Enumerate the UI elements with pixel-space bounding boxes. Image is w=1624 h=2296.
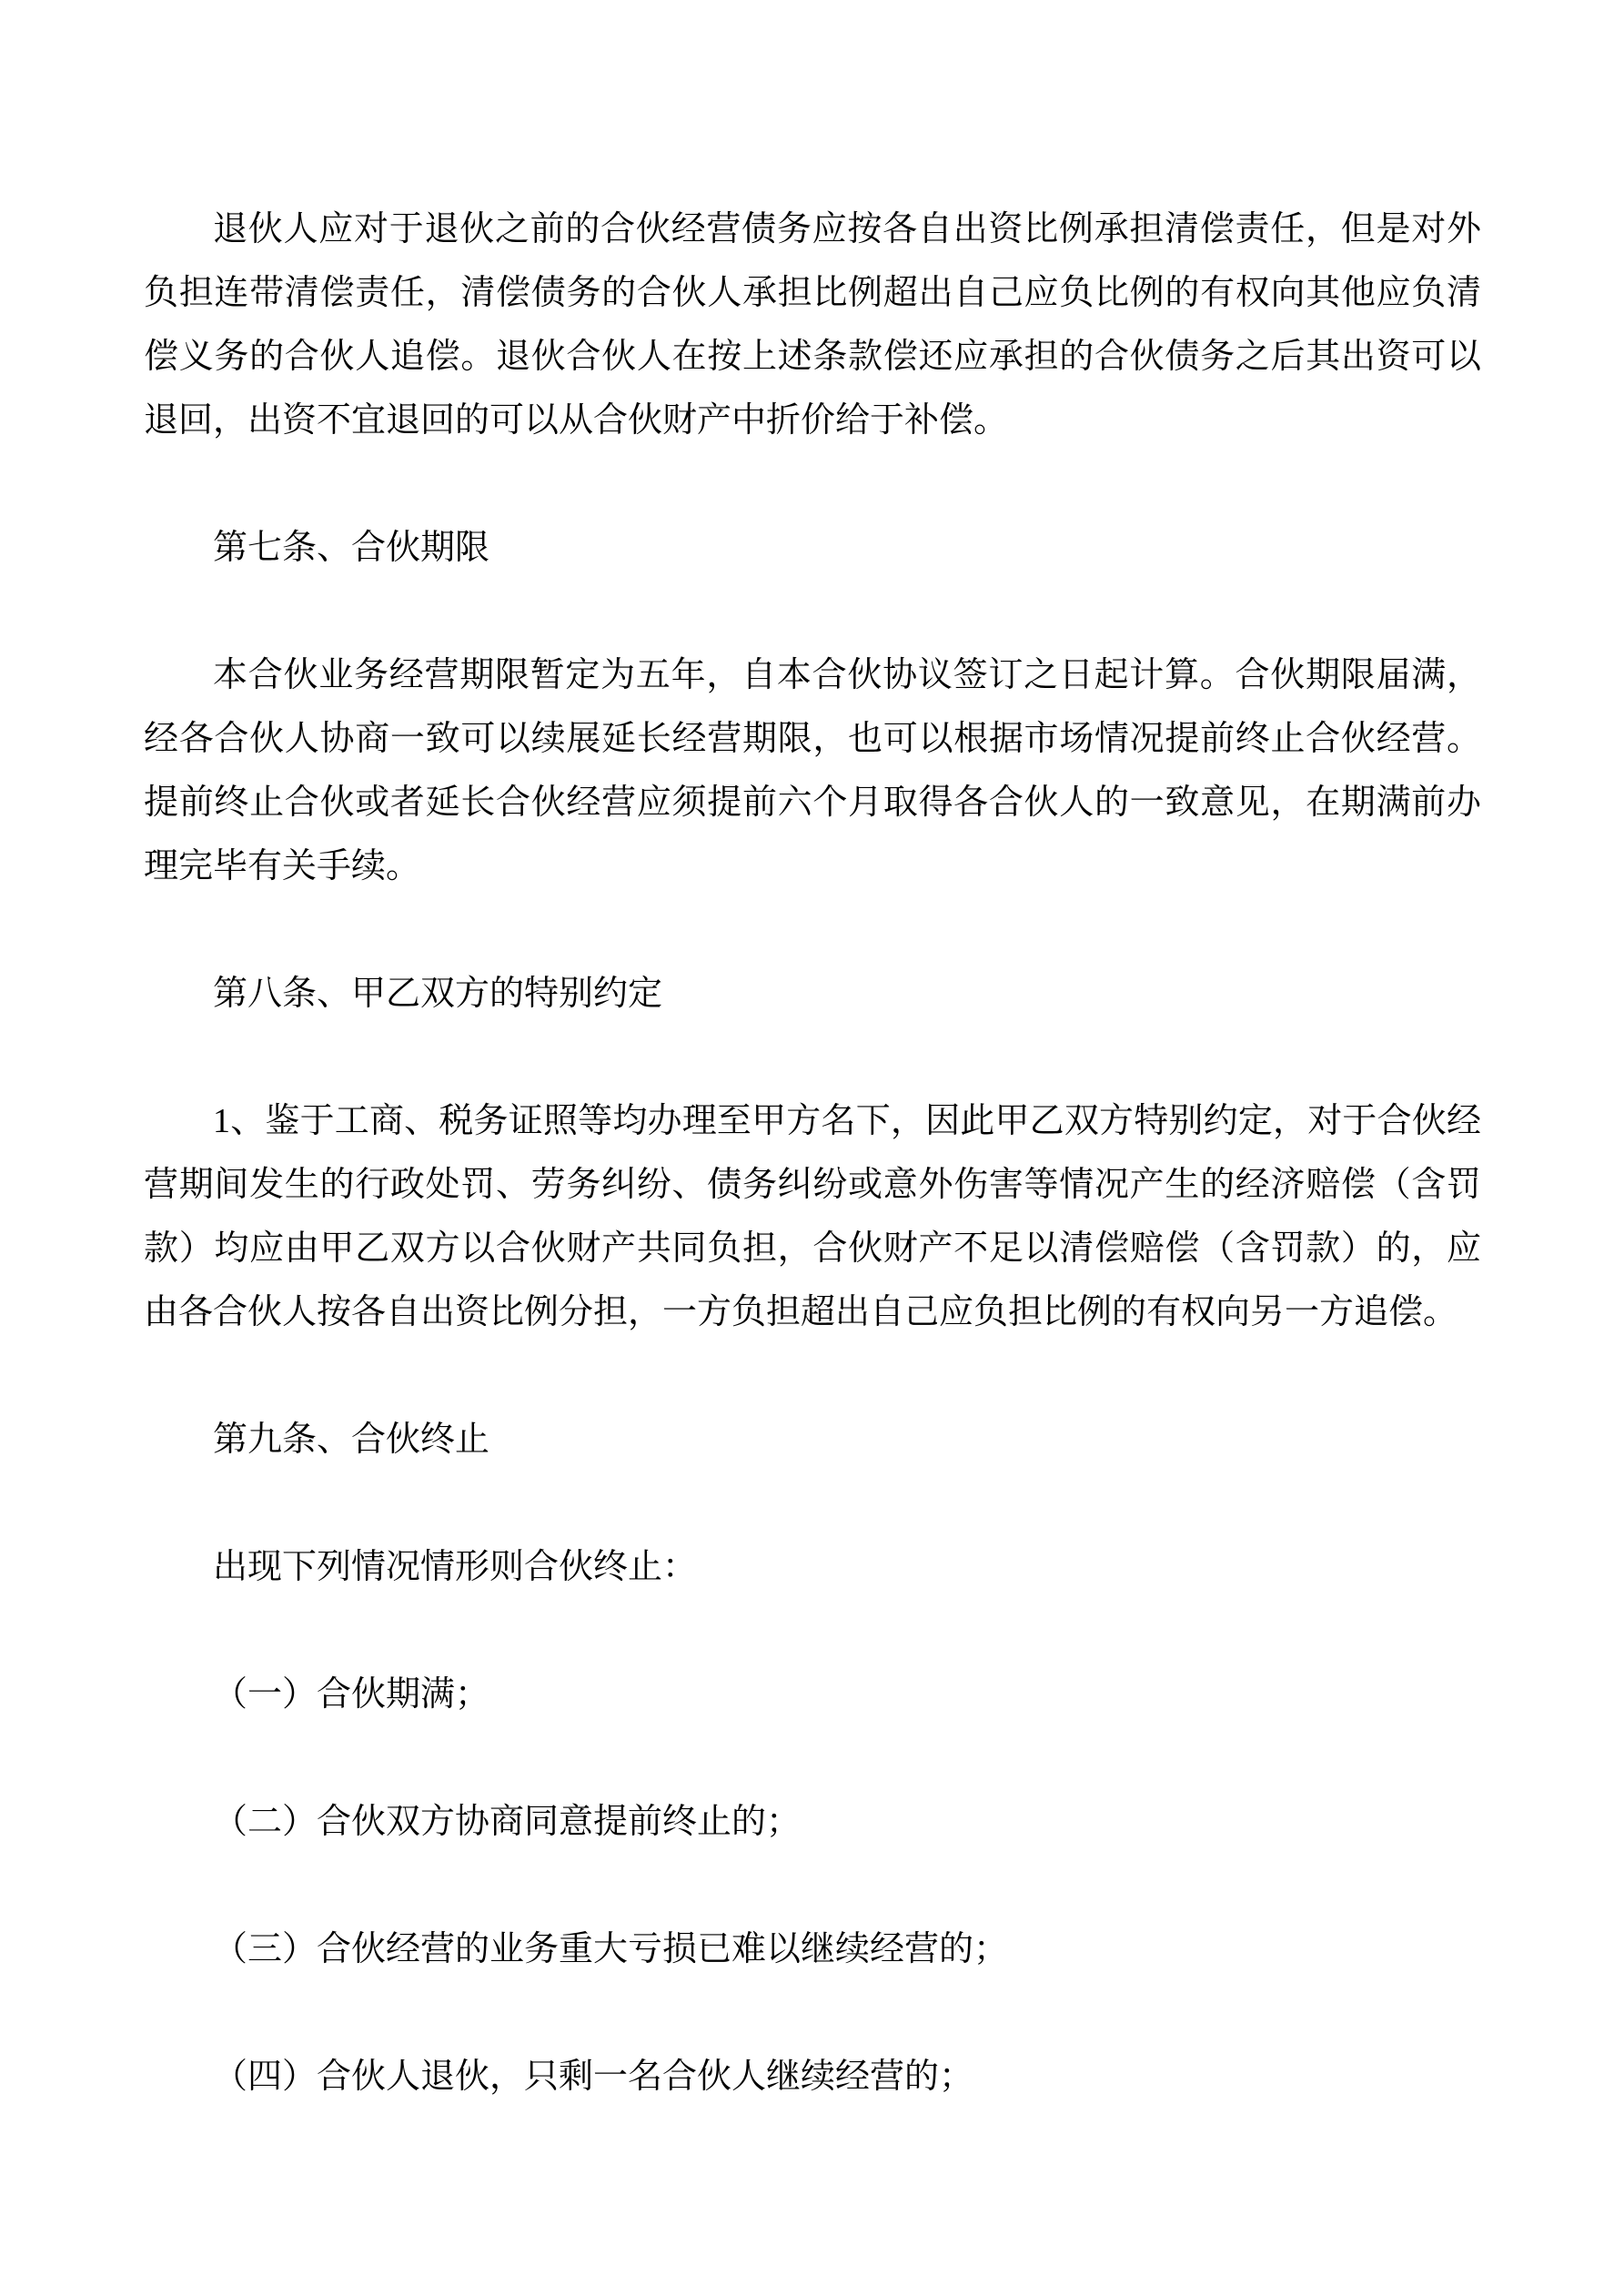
paragraph-article-7-body: 本合伙业务经营期限暂定为五年，自本合伙协议签订之日起计算。合伙期限届满，经各合伙人协商一致可以续展延长经营期限，也可以根据市场情况提前终止合伙经营。提前终止合伙或者延长合伙经营应须提前六个月取得各合伙人的一致意见，在期满前办理完毕有关手续。 bbox=[144, 656, 1481, 885]
list-item-termination-3: （三）合伙经营的业务重大亏损已难以继续经营的； bbox=[213, 1930, 1009, 1968]
heading-article-7-partnership-term: 第七条、合伙期限 bbox=[213, 529, 490, 567]
list-item-termination-4: （四）合伙人退伙，只剩一名合伙人继续经营的； bbox=[213, 2058, 974, 2096]
list-item-termination-1: （一）合伙期满； bbox=[213, 1675, 490, 1714]
list-item-termination-2: （二）合伙双方协商同意提前终止的； bbox=[213, 1803, 802, 1841]
paragraph-withdrawal-debt-liability: 退伙人应对于退伙之前的合伙经营债务应按各自出资比例承担清偿责任，但是对外负担连带清偿责任，清偿债务的合伙人承担比例超出自己应负比例的有权向其他应负清偿义务的合伙人追偿。退伙合伙人在按上述条款偿还应承担的合伙债务之后其出资可以退回，出资不宜退回的可以从合伙财产中折价给于补偿。 bbox=[144, 210, 1481, 440]
heading-article-9-partnership-termination: 第九条、合伙终止 bbox=[213, 1421, 490, 1459]
heading-article-8-special-agreement: 第八条、甲乙双方的特别约定 bbox=[213, 975, 663, 1013]
paragraph-article-8-item-1: 1、鉴于工商、税务证照等均办理至甲方名下，因此甲乙双方特别约定，对于合伙经营期间发生的行政处罚、劳务纠纷、债务纠纷或意外伤害等情况产生的经济赔偿（含罚款）均应由甲乙双方以合伙财产共同负担，合伙财产不足以清偿赔偿（含罚款）的，应由各合伙人按各自出资比例分担，一方负担超出自己应负担比例的有权向另一方追偿。 bbox=[144, 1102, 1481, 1331]
paragraph-termination-intro: 出现下列情况情形则合伙终止： bbox=[213, 1548, 698, 1586]
